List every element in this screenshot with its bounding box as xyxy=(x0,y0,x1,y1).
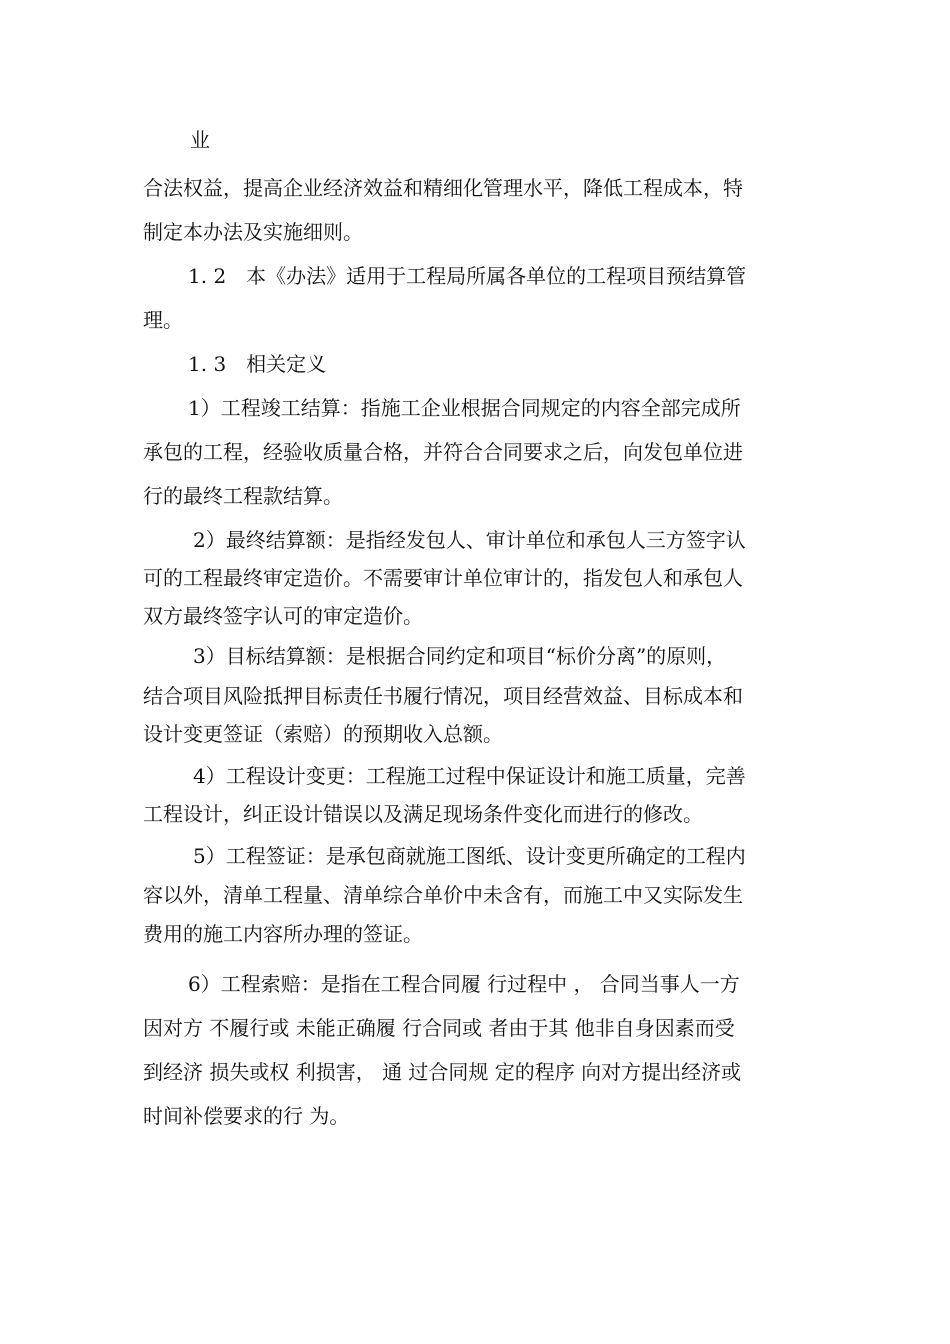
text-line-6: 1. 3 相关定义 xyxy=(188,352,327,376)
text-line-15: 设计变更签证（索赔）的预期收入总额。 xyxy=(143,722,503,746)
text-line-5: 理。 xyxy=(143,308,183,332)
text-line-20: 费用的施工内容所办理的签证。 xyxy=(143,922,423,946)
text-line-3: 制定本办法及实施细则。 xyxy=(143,220,363,244)
text-line-9: 行的最终工程款结算。 xyxy=(143,484,343,508)
text-line-2: 合法权益，提高企业经济效益和精细化管理水平，降低工程成本，特 xyxy=(143,176,743,200)
text-line-24: 时间补偿要求的行 为。 xyxy=(143,1104,350,1128)
text-line-21: 6）工程索赔：是指在工程合同履 行过程中 ， 合同当事人一方 xyxy=(188,972,740,996)
text-line-16: 4）工程设计变更：工程施工过程中保证设计和施工质量，完善 xyxy=(193,764,746,788)
text-line-10: 2）最终结算额：是指经发包人、审计单位和承包人三方签字认 xyxy=(193,528,746,552)
text-line-14: 结合项目风险抵押目标责任书履行情况，项目经营效益、目标成本和 xyxy=(143,684,743,708)
text-line-12: 双方最终签字认可的审定造价。 xyxy=(143,604,423,628)
text-line-11: 可的工程最终审定造价。不需要审计单位审计的，指发包人和承包人 xyxy=(143,566,743,590)
text-line-4: 1. 2 本《办法》适用于工程局所属各单位的工程项目预结算管 xyxy=(188,264,747,288)
text-line-1: 业 xyxy=(190,128,210,152)
text-line-19: 容以外，清单工程量、清单综合单价中未含有，而施工中又实际发生 xyxy=(143,883,743,907)
text-line-17: 工程设计，纠正设计错误以及满足现场条件变化而进行的修改。 xyxy=(143,802,703,826)
text-line-8: 承包的工程，经验收质量合格，并符合合同要求之后，向发包单位进 xyxy=(143,440,743,464)
text-line-23: 到经济 损失或权 利损害， 通 过合同规 定的程序 向对方提出经济或 xyxy=(143,1060,742,1084)
text-line-7: 1）工程竣工结算：指施工企业根据合同规定的内容全部完成所 xyxy=(188,396,741,420)
text-line-22: 因对方 不履行或 未能正确履 行合同或 者由于其 他非自身因素而受 xyxy=(143,1016,735,1040)
text-line-18: 5）工程签证：是承包商就施工图纸、设计变更所确定的工程内 xyxy=(193,844,746,868)
text-line-13: 3）目标结算额：是根据合同约定和项目“标价分离”的原则， xyxy=(193,644,727,668)
